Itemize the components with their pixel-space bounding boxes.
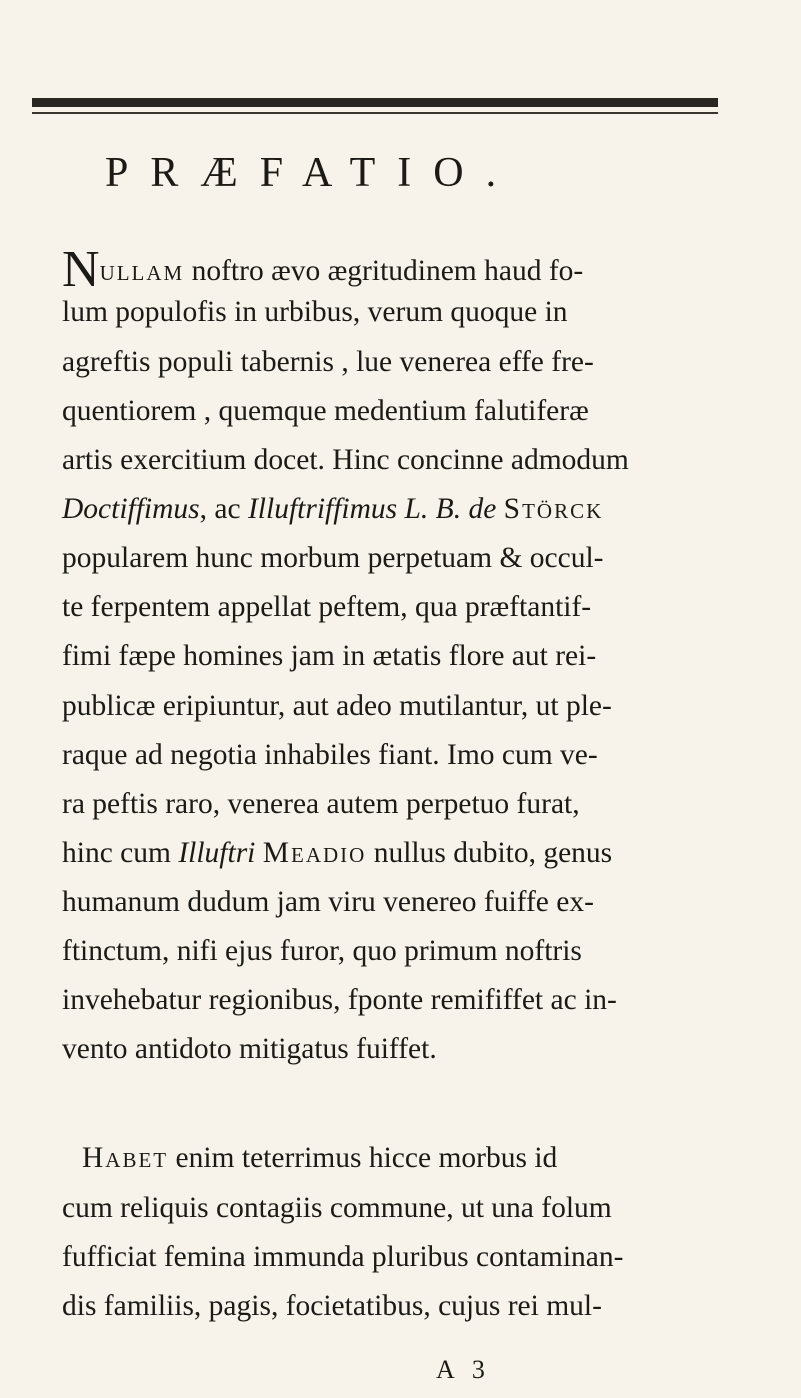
- text-line-20: fufficiat femina immunda pluribus contaminan-: [62, 1241, 624, 1273]
- text-line-12: ra peftis raro, venerea autem perpetuo furat,: [62, 788, 580, 820]
- text-line-15: ftinctum, nifi ejus furor, quo primum noftris: [62, 935, 582, 967]
- text-line-9: fimi fæpe homines jam in ætatis flore aut rei-: [62, 640, 597, 672]
- drop-initial: N: [62, 241, 100, 298]
- text-line-10: publicæ eripiuntur, aut adeo mutilantur, ut ple-: [62, 690, 612, 722]
- author-name-small-caps: Störck: [503, 493, 604, 525]
- text-line-21: dis familiis, pagis, focietatibus, cujus rei mul-: [62, 1290, 602, 1322]
- text-line-4: quentiorem , quemque medentium falutiferæ: [62, 395, 589, 427]
- text-line-11: raque ad negotia inhabiles fiant. Imo cum ve-: [62, 739, 598, 771]
- text-line-16: invehebatur regionibus, fponte remififfet ac in-: [62, 984, 617, 1016]
- author-name-small-caps: Meadio: [262, 837, 367, 869]
- first-word-small-caps: ullam: [99, 255, 185, 287]
- text-line-17: vento antidoto mitigatus fuiffet.: [62, 1033, 437, 1065]
- text-line-1: Nullam noftro ævo ægritudinem haud fo-: [62, 241, 584, 298]
- text-line-6: Doctiffimus, ac Illuftriffimus L. B. de Störck: [62, 493, 604, 525]
- text-line-19: cum reliquis contagiis commune, ut una folum: [62, 1192, 612, 1224]
- first-word-small-caps: Habet: [82, 1142, 169, 1174]
- text-line-3: agreftis populi tabernis , lue venerea effe fre-: [62, 346, 594, 378]
- signature-mark: A 3: [436, 1355, 491, 1384]
- text-line-14: humanum dudum jam viru venereo fuiffe ex-: [62, 886, 594, 918]
- text-line-5: artis exercitium docet. Hinc concinne admodum: [62, 444, 629, 476]
- text-line-18: Habet enim teterrimus hicce morbus id: [82, 1142, 558, 1174]
- text-line-7: popularem hunc morbum perpetuam & occul-: [62, 542, 604, 574]
- text-line-8: te ferpentem appellat peftem, qua præftantif-: [62, 591, 592, 623]
- page-heading: PRÆFATIO.: [105, 150, 519, 196]
- text-line-13: hinc cum Illuftri Meadio nullus dubito, genus: [62, 837, 613, 869]
- header-ornament-rule: [32, 98, 718, 107]
- header-thin-rule: [32, 112, 718, 114]
- text-line-2: lum populofis in urbibus, verum quoque in: [62, 296, 568, 328]
